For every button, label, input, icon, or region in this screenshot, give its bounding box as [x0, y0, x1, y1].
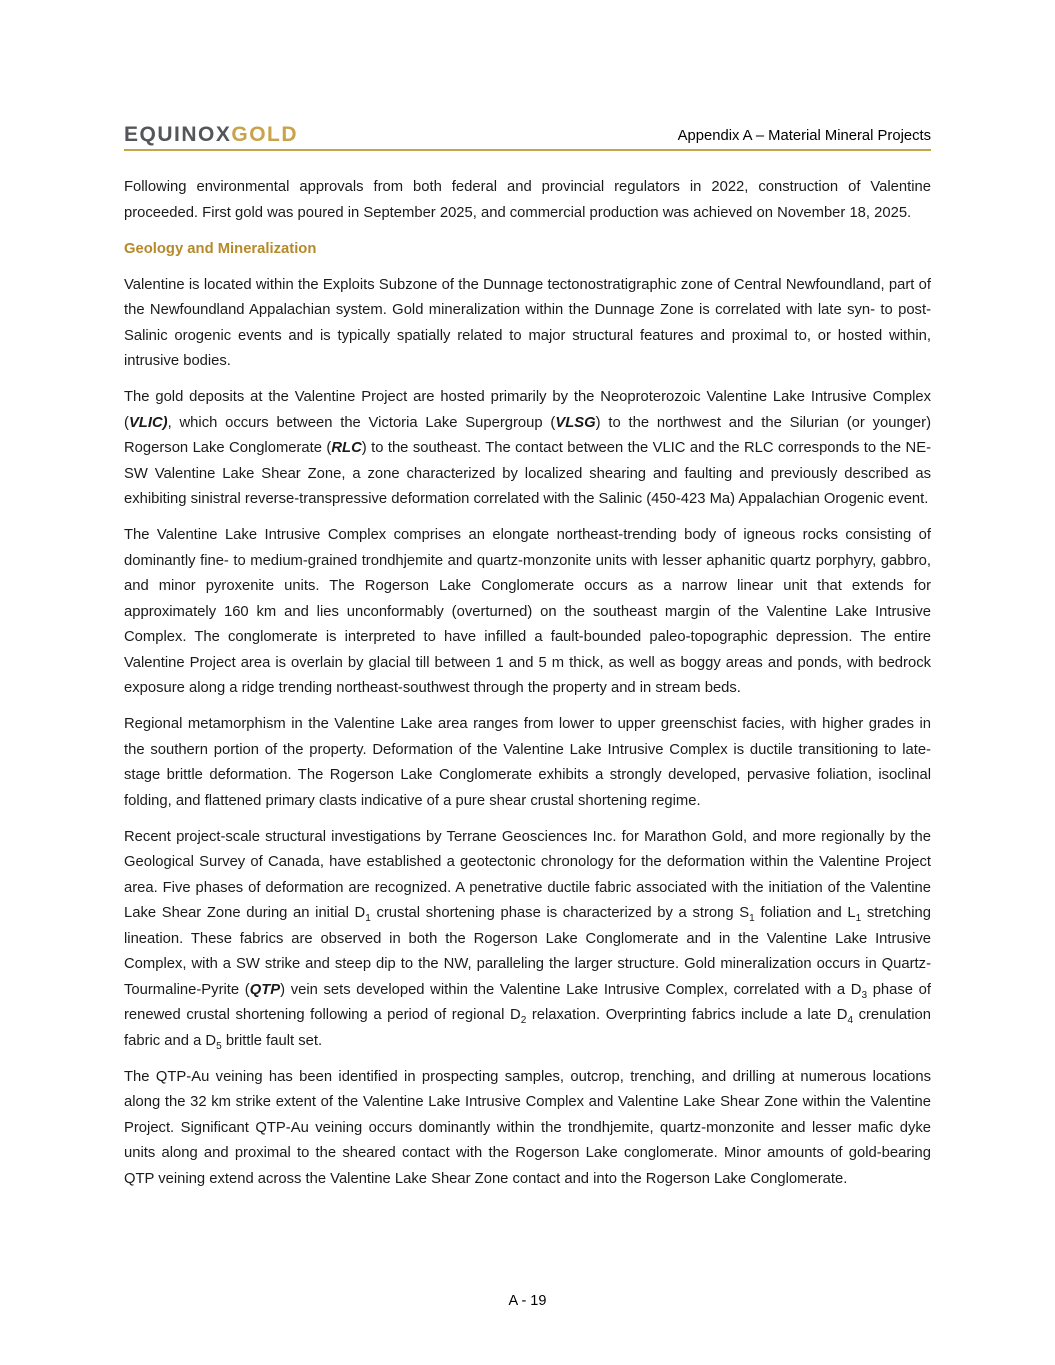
paragraph-gold-deposits: The gold deposits at the Valentine Project are hosted primarily by the Neoproterozoic Valentine Lake Intrusive Complex (VLIC), which occurs between the Victoria Lake Supergroup (VLSG) to the northwest and the Silurian (or younger) Rogerson Lake Conglomerate (RLC) to the southeast. The contact between the VLIC and the RLC corresponds to the NE-SW Valentine Lake Shear Zone, a zone characterized by localized shearing and faulting and previously described as exhibiting sinistral reverse-transpressive deformation correlated with the Salinic (450-423 Ma) Appalachian Orogenic event.	[124, 389, 932, 507]
paragraph-construction-timeline: Following environmental approvals from both federal and provincial regulators in 2022, construction of Valentine proceeded. First gold was poured in September 2025, and commercial production was achieved on November 18, 2025.	[124, 179, 931, 221]
paragraph-metamorphism: Regional metamorphism in the Valentine Lake area ranges from lower to upper greenschist facies, with higher grades in the southern portion of the property. Deformation of the Valentine Lake Intrusive Complex is ductile transitioning to late-stage brittle deformation. The Rogerson Lake Conglomerate exhibits a strongly developed, pervasive foliation, isoclinal folding, and flattened primary clasts indicative of a pure shear crustal shortening regime.	[124, 716, 931, 809]
page-footer	[0, 1293, 1055, 1309]
logo-gold-text: GOLD	[231, 123, 299, 146]
paragraph-structural-investigations: Recent project-scale structural investigations by Terrane Geosciences Inc. for Marathon Gold, and more regionally by the Geological Survey of Canada, have established a geotectonic chronology for the deformation within the Valentine Project area. Five phases of deformation are recognized. A penetrative ductile fabric associated with the initiation of the Valentine Lake Shear Zone during an initial $D_1$ crustal shortening phase is characterized by a strong $S_1$ foliation and $L_1$ stretching lineation. These fabrics are observed in both the Rogerson Lake Conglomerate and in the Valentine Lake Intrusive Complex, with a SW strike and steep dip to the NW, paralleling the larger structure. Gold mineralization occurs in Quartz-Tourmaline-Pyrite (QTP) vein sets developed within the Valentine Lake Intrusive Complex, correlated with a $D_3$ phase of renewed crustal shortening following a period of regional $D_2$ relaxation. Overprinting fabrics include a late $D_4$ crenulation fabric and a $D_5$ brittle fault set.	[124, 828, 931, 1052]
header-divider	[124, 149, 931, 151]
equinox-gold-logo	[124, 124, 298, 145]
section-heading-geology: Geology and Mineralization	[124, 240, 317, 257]
paragraph-intrusive-complex: The Valentine Lake Intrusive Complex comprises an elongate northeast-trending body of igneous rocks consisting of dominantly fine- to medium-grained trondhjemite and quartz-monzonite units with lesser aphanitic quartz porphyry, gabbro, and minor pyroxenite units. The Rogerson Lake Conglomerate occurs as a narrow linear unit that extends for approximately 160 km and lies unconformably (overturned) on the southeast margin of the Valentine Lake Intrusive Complex. The conglomerate is interpreted to have infilled a fault-bounded paleo-topographic depression. The entire Valentine Project area is overlain by glacial till between 1 and 5 m thick, as well as boggy areas and ponds, with bedrock exposure along a ridge trending northeast-southwest through the property and in stream beds.	[124, 527, 931, 696]
logo-equinox-text: EQUINOX	[124, 123, 232, 146]
page-header	[124, 0, 931, 149]
page-number: A - 19	[508, 1293, 547, 1309]
paragraph-regional-setting: Valentine is located within the Exploits Subzone of the Dunnage tectonostratigraphic zone of Central Newfoundland, part of the Newfoundland Appalachian system. Gold mineralization within the Dunnage Zone is correlated with late syn- to post-Salinic orogenic events and is typically spatially related to major structural features and proximal to, or hosted within, intrusive bodies.	[124, 276, 931, 369]
paragraph-qtp-au-veining: The QTP-Au veining has been identified in prospecting samples, outcrop, trenching, and drilling at numerous locations along the 32 km strike extent of the Valentine Lake Intrusive Complex and Valentine Lake Shear Zone within the Valentine Project. Significant QTP-Au veining occurs dominantly within the trondhjemite, quartz-monzonite and lesser mafic dyke units along and proximal to the sheared contact with the Rogerson Lake conglomerate. Minor amounts of gold-bearing QTP veining extend across the Valentine Lake Shear Zone contact and into the Rogerson Lake Conglomerate.	[124, 1068, 931, 1187]
header-appendix-title: Appendix A – Material Mineral Projects	[677, 128, 931, 144]
document-body	[124, 175, 931, 1192]
